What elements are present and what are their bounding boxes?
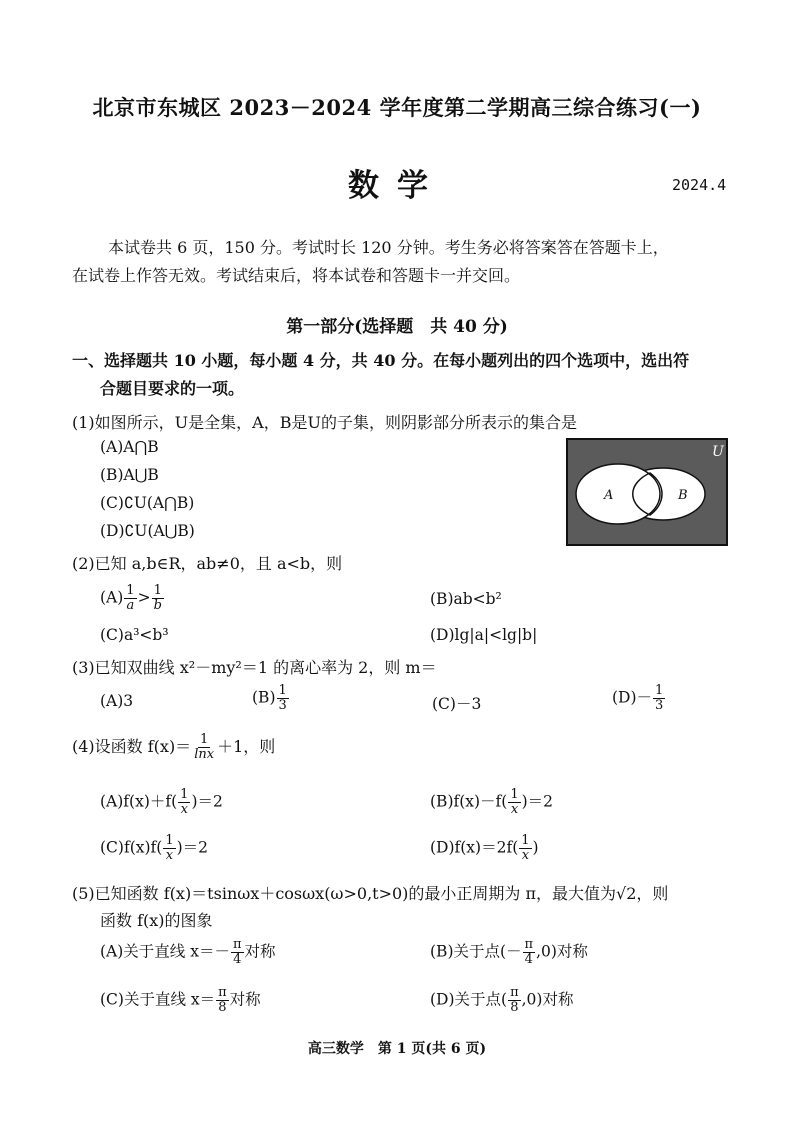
q1-option-b: (B)A⋃B xyxy=(100,466,159,484)
question-1-stem: (1)如图所示，U是全集，A，B是U的子集，则阴影部分所表示的集合是 xyxy=(72,413,577,432)
venn-label-a: A xyxy=(604,488,614,503)
page-footer: 高三数学 第 1 页(共 6 页) xyxy=(307,1041,487,1057)
q1-option-a: (A)A⋂B xyxy=(100,438,159,456)
exam-date: 2024.4 xyxy=(672,176,727,194)
q1-option-c: (C)∁U(A⋂B) xyxy=(100,494,195,512)
q5-option-d: (D)关于点( $\frac{\pi}{8}$ ,0)对称 xyxy=(430,985,574,1015)
venn-label-b: B xyxy=(678,488,688,503)
section-instruction-1: 一、选择题共 10 小题，每小题 4 分，共 40 分。在每小题列出的四个选项中，选出符 xyxy=(72,351,690,370)
subject-title: 数学 xyxy=(348,168,446,204)
q3-option-b: (B) $\frac{1}{3}$ xyxy=(252,683,287,713)
exam-title: 北京市东城区 2023－2024 学年度第二学期高三综合练习(一) xyxy=(92,95,702,120)
q4-option-d: (D)f(x)＝2f( $\frac{1}{x}$ ) xyxy=(430,833,539,863)
question-5-stem-2: 函数 f(x)的图象 xyxy=(100,911,213,930)
set-a-ellipse xyxy=(576,464,660,524)
q4-option-b: (B)f(x)－f( $\frac{1}{x}$ )＝2 xyxy=(430,787,554,817)
q3-option-a: (A)3 xyxy=(100,692,134,710)
q5-option-a: (A)关于直线 x＝－ $\frac{\pi}{4}$ 对称 xyxy=(100,937,276,967)
part-one-heading: 第一部分(选择题 共 40 分) xyxy=(286,317,508,337)
q3-option-c: (C)－3 xyxy=(432,695,482,713)
q4-option-a: (A)f(x)＋f( $\frac{1}{x}$ )＝2 xyxy=(100,787,223,817)
question-3-stem: (3)已知双曲线 x²－my²＝1 的离心率为 2，则 m＝ xyxy=(72,658,437,677)
question-5-stem-1: (5)已知函数 f(x)＝tsinωx＋cosωx(ω>0,t>0)的最小正周期为 π，最大值为√2，则 xyxy=(72,884,669,903)
q3-option-d: (D)－ $\frac{1}{3}$ xyxy=(612,683,664,713)
question-4-stem: (4)设函数 f(x)＝ $\frac{1}{\ln x}$ ＋1，则 xyxy=(72,732,276,762)
venn-label-u: U xyxy=(712,444,724,460)
venn-diagram xyxy=(566,438,728,546)
intro-line-2: 在试卷上作答无效。考试结束后，将本试卷和答题卡一并交回。 xyxy=(72,266,521,285)
question-2-stem: (2)已知 a,b∈R，ab≠0，且 a<b，则 xyxy=(72,554,343,573)
q2-option-c: (C)a³<b³ xyxy=(100,626,169,644)
intro-line-1: 本试卷共 6 页，150 分。考试时长 120 分钟。考生务必将答案答在答题卡上， xyxy=(108,238,669,257)
q2-option-d: (D)lg|a|<lg|b| xyxy=(430,626,538,644)
q2-option-a: (A) $\frac{1}{a}$ > $\frac{1}{b}$ xyxy=(100,583,162,613)
q1-option-d: (D)∁U(A⋃B) xyxy=(100,522,195,540)
q5-option-c: (C)关于直线 x＝ $\frac{\pi}{8}$ 对称 xyxy=(100,985,261,1015)
q2-option-b: (B)ab<b² xyxy=(430,590,502,608)
section-instruction-2: 合题目要求的一项。 xyxy=(100,379,245,398)
q4-option-c: (C)f(x)f( $\frac{1}{x}$ )＝2 xyxy=(100,833,209,863)
q5-option-b: (B)关于点(－ $\frac{\pi}{4}$ ,0)对称 xyxy=(430,937,588,967)
